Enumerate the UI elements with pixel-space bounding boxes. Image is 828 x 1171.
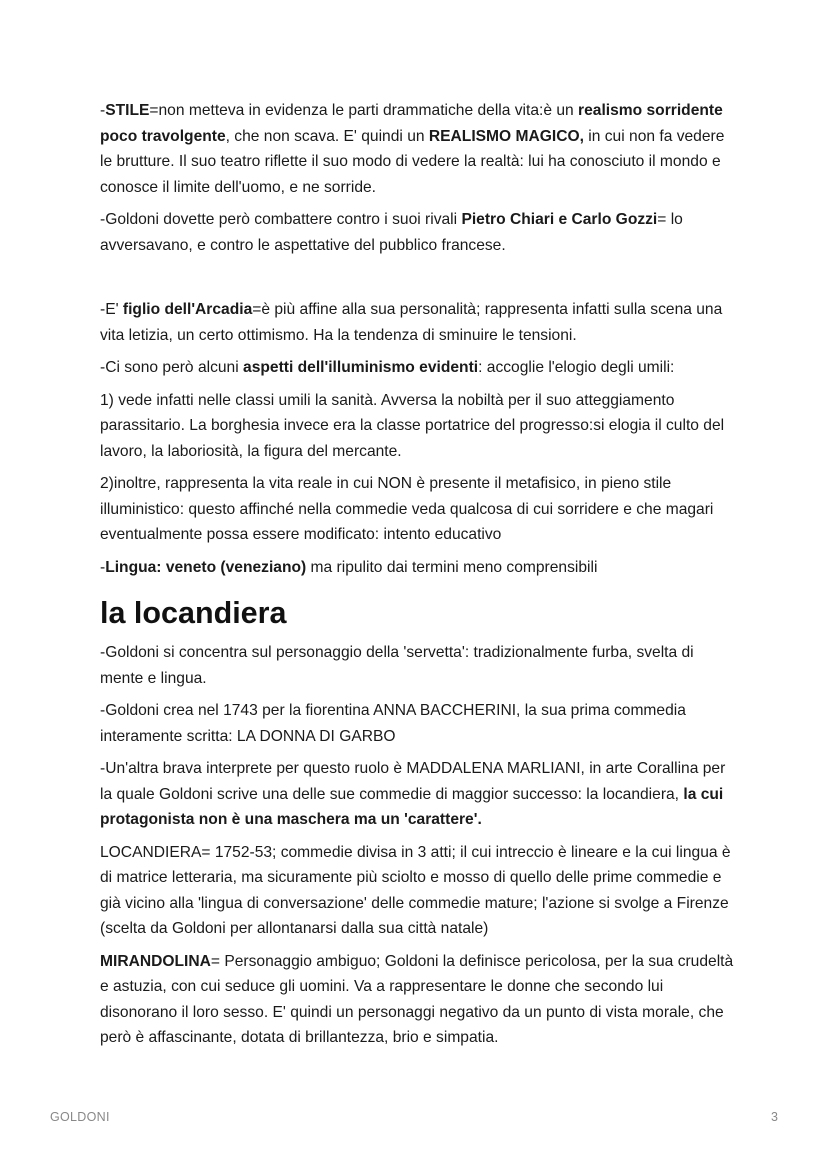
paragraph: -Goldoni si concentra sul personaggio della 'servetta': tradizionalmente furba, svelta di mente e lingua. xyxy=(100,644,694,687)
paragraph: -Goldoni dovette però combattere contro i suoi rivali Pietro Chiari e Carlo Gozzi= lo avversavano, e contro le aspettative del pubblico francese. xyxy=(100,211,683,254)
paragraph: LOCANDIERA= 1752-53; commedie divisa in 3 atti; il cui intreccio è lineare e la cui lingua è di matrice letteraria, ma sicuramente più sciolto e mosso di quello delle prime commedie e già vicino alla 'lingua di conversazione' delle commedie mature; l'azione si svolge a Firenze (scelta da Goldoni per allontanarsi dalla sua città natale) xyxy=(100,843,731,937)
bold-text: la cui protagonista non è una maschera ma un 'carattere'. xyxy=(100,785,724,828)
section-top xyxy=(100,98,740,258)
footer-title: GOLDONI xyxy=(50,1110,110,1124)
paragraph: 1) vede infatti nelle classi umili la sanità. Avversa la nobiltà per il suo atteggiamento parassitario. La borghesia invece era la classe portatrice del progresso:si elogia il culto del lavoro, la laboriosità, la figura del mercante. xyxy=(100,391,725,460)
bold-text: realismo sorridente poco travolgente xyxy=(100,102,723,145)
paragraph: -Ci sono però alcuni aspetti dell'illuminismo evidenti: accoglie l'elogio degli umili: xyxy=(100,359,675,376)
paragraph: -Un'altra brava interprete per questo ruolo è MADDALENA MARLIANI, in arte Corallina per la quale Goldoni scrive una delle sue commedie di maggior successo: la locandiera, la cui protagonista non è una maschera ma un 'carattere'. xyxy=(100,760,726,828)
bold-text: Pietro Chiari e Carlo Gozzi xyxy=(461,211,658,228)
paragraph: -Lingua: veneto (veneziano) ma ripulito dai termini meno comprensibili xyxy=(100,558,598,576)
bold-text: figlio dell'Arcadia xyxy=(122,301,253,318)
section-mid xyxy=(100,297,740,580)
section-bottom xyxy=(100,640,740,1051)
section-gap xyxy=(100,265,740,297)
paragraph: MIRANDOLINA= Personaggio ambiguo; Goldoni la definisce pericolosa, per la sua crudeltà e astuzia, con cui seduce gli uomini. Va a rappresentare le donne che secondo lui disonorano il loro sesso. E' quindi un personaggi negativo da un punto di vista morale, che però è affascinante, dotata di brillantezza, brio e simpatia. xyxy=(100,952,734,1046)
paragraph: 2)inoltre, rappresenta la vita reale in cui NON è presente il metafisico, in pieno stile illuministico: questo affinché nella commedie veda qualcosa di cui sorridere e che magari eventualmente possa essere modificato: intento educativo xyxy=(100,475,714,543)
page-number: 3 xyxy=(771,1110,778,1124)
bold-text: MIRANDOLINA xyxy=(100,952,211,970)
section-heading: la locandiera xyxy=(100,596,287,630)
bold-text: STILE xyxy=(105,102,150,119)
paragraph: -STILE=non metteva in evidenza le parti drammatiche della vita:è un realismo sorridente poco travolgente, che non scava. E' quindi un REALISMO MAGICO, in cui non fa vedere le brutture. Il suo teatro riflette il suo modo di vedere la realtà: lui ha conosciuto il mondo e conosce il limite dell'uomo, e ne sorride. xyxy=(100,102,725,196)
paragraph: -Goldoni crea nel 1743 per la fiorentina ANNA BACCHERINI, la sua prima commedia interamente scritta: LA DONNA DI GARBO xyxy=(100,702,686,745)
page-content xyxy=(100,98,740,1058)
bold-text: Lingua: veneto (veneziano) xyxy=(105,558,307,576)
paragraph: -E' figlio dell'Arcadia=è più affine alla sua personalità; rappresenta infatti sulla scena una vita letizia, un certo ottimismo. Ha la tendenza di sminuire le tensioni. xyxy=(100,301,723,344)
bold-text: REALISMO MAGICO, xyxy=(428,127,584,145)
bold-text: aspetti dell'illuminismo evidenti xyxy=(243,359,479,376)
